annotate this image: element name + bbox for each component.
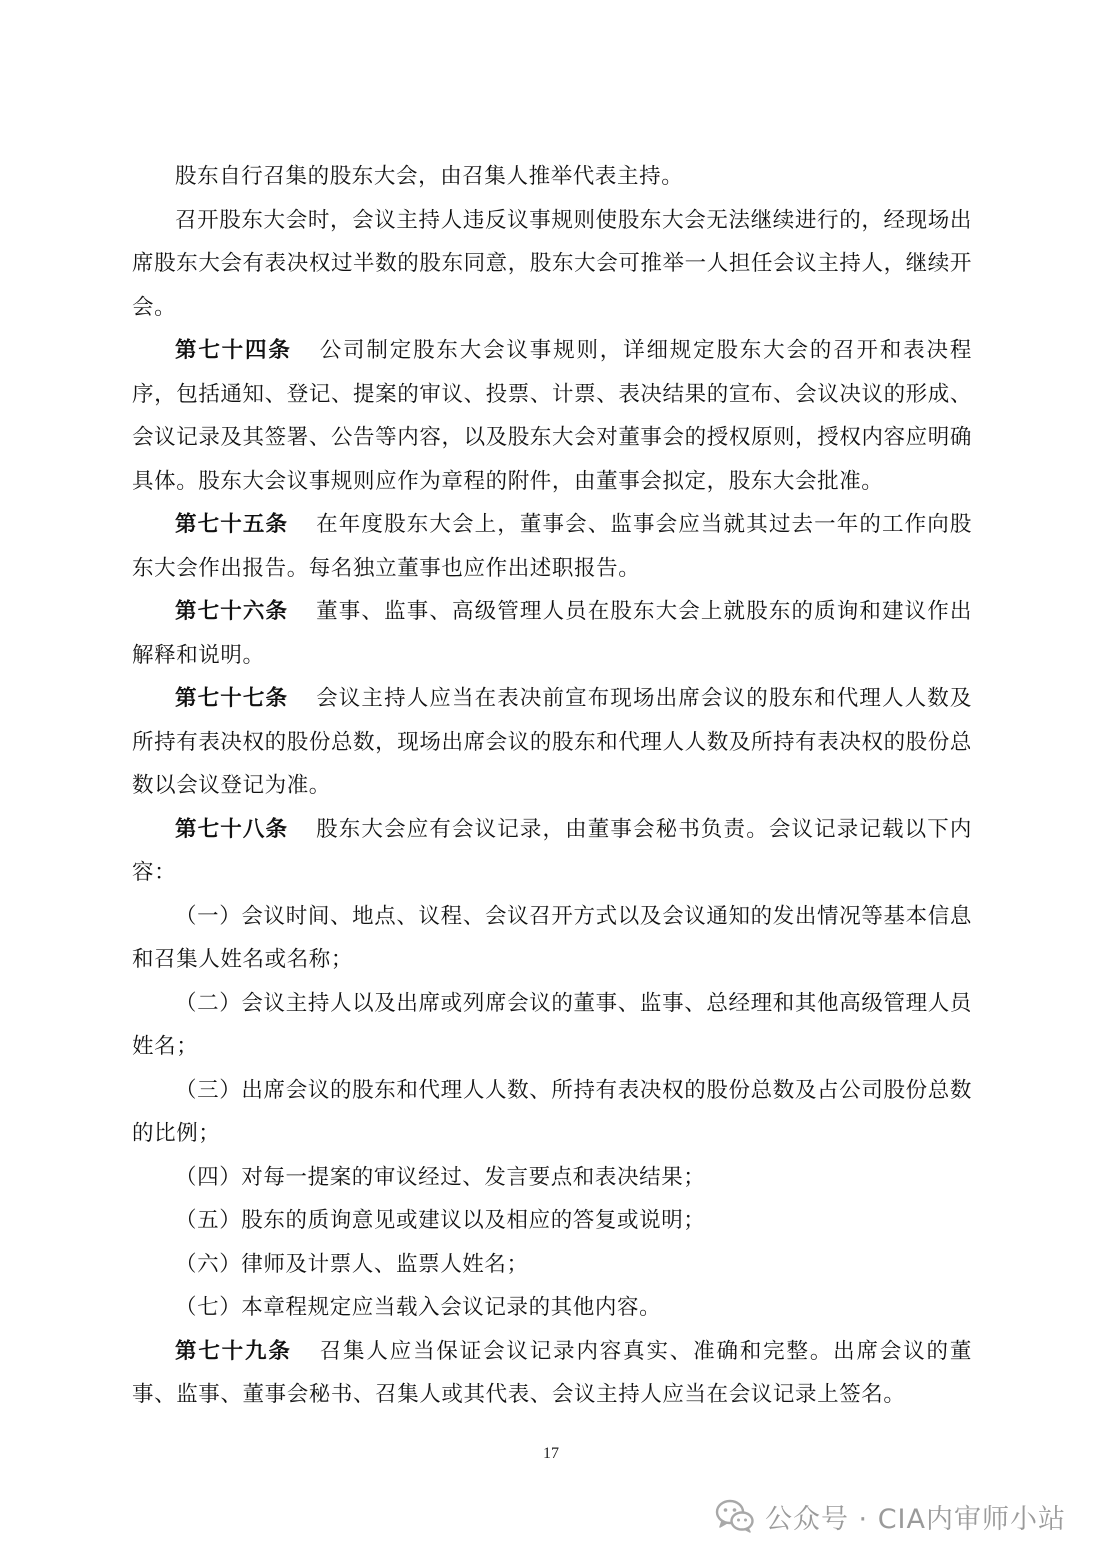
list-item <box>132 895 972 982</box>
article-text: 股东大会应有会议记录，由董事会秘书负责。会议记录记载以下内容： <box>132 816 972 885</box>
list-item <box>132 1243 972 1287</box>
list-item-text: （四）对每一提案的审议经过、发言要点和表决结果； <box>175 1164 706 1190</box>
article-paragraph <box>132 590 972 677</box>
list-item-text: （七）本章程规定应当载入会议记录的其他内容。 <box>175 1295 662 1320</box>
paragraph <box>132 155 972 199</box>
list-item-text: （五）股东的质询意见或建议以及相应的答复或说明； <box>175 1208 706 1233</box>
list-item <box>132 1286 972 1330</box>
watermark-text: 公众号 · CIA内审师小站 <box>764 1503 1066 1535</box>
page-number: 17 <box>543 1445 559 1462</box>
article-title: 第七十四条 <box>175 338 292 363</box>
list-item-text: （三）出席会议的股东和代理人人数、所持有表决权的股份总数及占公司股份总数的比例； <box>132 1077 972 1146</box>
article-paragraph <box>132 677 972 808</box>
list-item <box>132 1069 972 1156</box>
article-paragraph <box>132 808 972 895</box>
article-title: 第七十七条 <box>175 686 289 711</box>
paragraph-text: 召开股东大会时，会议主持人违反议事规则使股东大会无法继续进行的，经现场出席股东大会有表决权过半数的股东同意，股东大会可推举一人担任会议主持人，继续开会。 <box>132 207 972 320</box>
article-paragraph <box>132 503 972 590</box>
article-paragraph <box>132 329 972 503</box>
paragraph-text: 股东自行召集的股东大会，由召集人推举代表主持。 <box>175 164 684 189</box>
article-text: 召集人应当保证会议记录内容真实、准确和完整。出席会议的董事、监事、董事会秘书、召集人或其代表、会议主持人应当在会议记录上签名。 <box>132 1338 972 1407</box>
article-title: 第七十六条 <box>175 599 289 624</box>
article-title: 第七十九条 <box>175 1338 292 1364</box>
article-text: 会议主持人应当在表决前宣布现场出席会议的股东和代理人人数及所持有表决权的股份总数，现场出席会议的股东和代理人人数及所持有表决权的股份总数以会议登记为准。 <box>132 686 972 798</box>
list-item <box>132 1199 972 1243</box>
article-text: 董事、监事、高级管理人员在股东大会上就股东的质询和建议作出解释和说明。 <box>132 599 972 668</box>
list-item-text: （六）律师及计票人、监票人姓名； <box>175 1251 529 1277</box>
article-title: 第七十八条 <box>175 816 289 842</box>
article-text: 公司制定股东大会议事规则，详细规定股东大会的召开和表决程序，包括通知、登记、提案的审议、投票、计票、表决结果的宣布、会议决议的形成、会议记录及其签署、公告等内容，以及股东大会对董事会的授权原则，授权内容应明确具体。股东大会议事规则应作为章程的附件，由董事会拟定，股东大会批准。 <box>132 338 972 494</box>
article-text: 在年度股东大会上，董事会、监事会应当就其过去一年的工作向股东大会作出报告。每名独立董事也应作出述职报告。 <box>132 512 972 581</box>
list-item-text: （二）会议主持人以及出席或列席会议的董事、监事、总经理和其他高级管理人员姓名； <box>132 990 972 1059</box>
wechat-icon <box>715 1498 755 1534</box>
list-item <box>132 1156 972 1200</box>
list-item <box>132 982 972 1069</box>
paragraph <box>132 199 972 330</box>
document-body <box>132 155 972 1417</box>
list-item-text: （一）会议时间、地点、议程、会议召开方式以及会议通知的发出情况等基本信息和召集人姓名或名称； <box>132 903 972 972</box>
article-title: 第七十五条 <box>175 512 289 537</box>
watermark <box>715 1494 1066 1538</box>
article-paragraph <box>132 1330 972 1417</box>
